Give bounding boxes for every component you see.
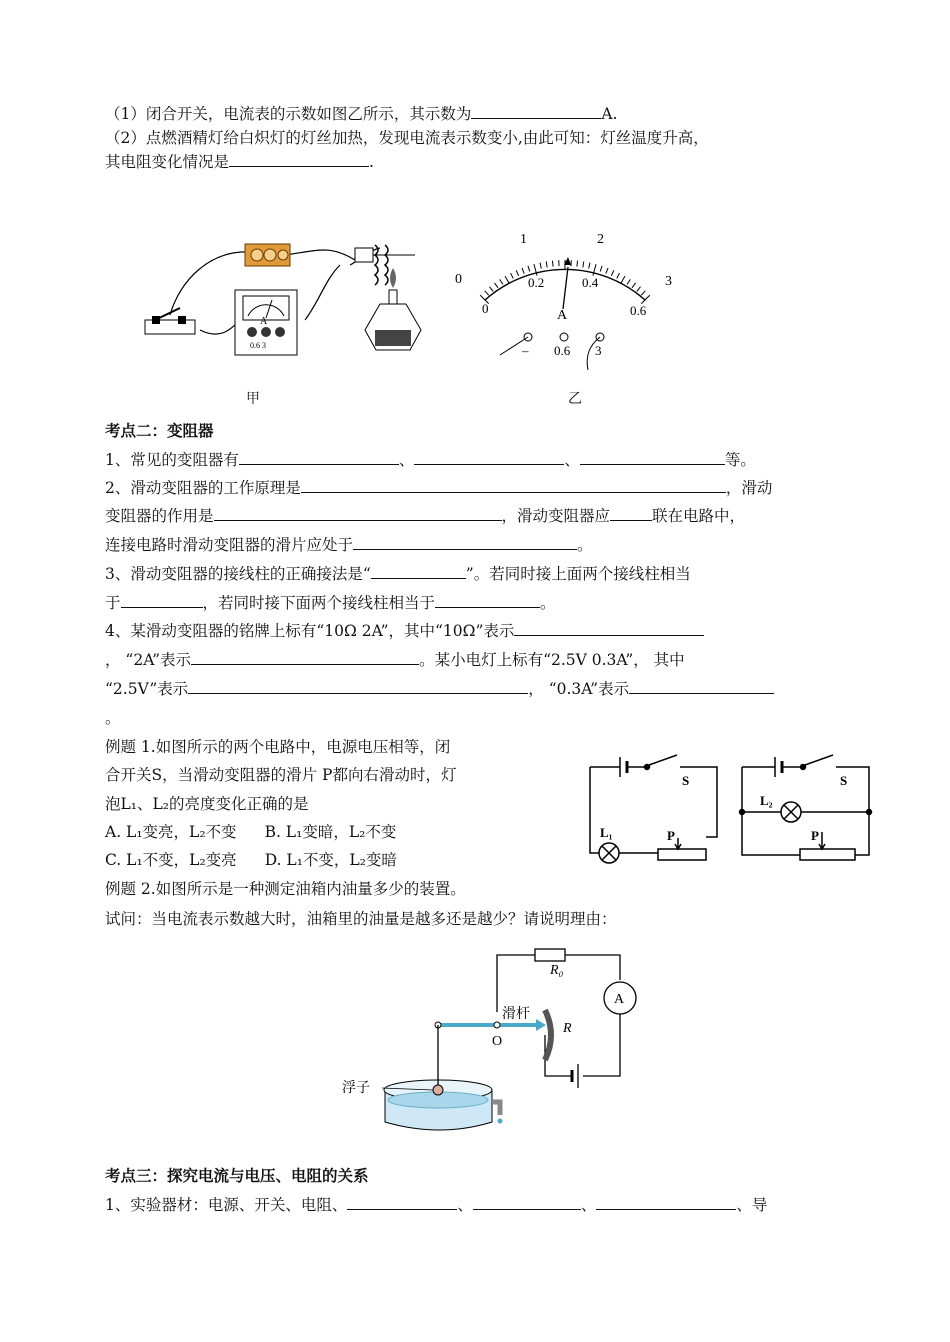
answer-blank[interactable] [188, 679, 528, 694]
switch-icon [145, 308, 195, 334]
answer-blank[interactable] [414, 450, 564, 465]
dial-tick [552, 261, 553, 267]
dial-tick [627, 279, 630, 284]
label-ammeter: A [614, 992, 625, 1007]
bottom-tick-2: 0.4 [582, 275, 599, 290]
top-tick-2: 2 [597, 232, 604, 247]
bottom-tick-1: 0.2 [528, 275, 545, 290]
s2-line3a: 3、滑动变阻器的接线柱的正确接法是“ ”。若同时接上面两个接线柱相当 [105, 565, 691, 583]
ex1-line2: 合开关S，当滑动变阻器的滑片 P都向右滑动时，灯 [105, 766, 457, 784]
label-p2: P [811, 828, 819, 843]
q1-line3: 其电阻变化情况是 . [105, 153, 374, 171]
answer-blank[interactable] [239, 450, 399, 465]
dial-tick [485, 291, 489, 295]
oil-gauge-figure [340, 940, 650, 1140]
caption-left: 甲 [246, 391, 260, 407]
terminal-label-3: 3 [595, 343, 602, 358]
terminal-label-06: 0.6 [554, 343, 571, 358]
dial-tick [516, 270, 518, 275]
circuit-1 [590, 755, 717, 863]
answer-blank[interactable] [514, 621, 704, 636]
dial-tick [505, 276, 510, 284]
dial-tick [494, 283, 498, 288]
answer-blank[interactable] [301, 478, 726, 493]
dial-tick [606, 268, 608, 274]
bottom-tick-0: 0 [482, 301, 489, 316]
meter-needle [563, 267, 568, 309]
bottom-tick-3: 0.6 [630, 303, 647, 318]
label-r0: R₀ [550, 963, 564, 978]
s2-line4c: “2.5V”表示 ， “0.3A”表示 [105, 679, 774, 699]
s2-line2b: 变阻器的作用是 ，滑动变阻器应 联在电路中， [105, 507, 746, 525]
answer-blank[interactable] [610, 506, 652, 521]
ex1-line3: 泡L₁、L₂的亮度变化正确的是 [105, 795, 309, 813]
ex1-options-cd [105, 850, 397, 870]
label-rod: 滑杆 [502, 1007, 530, 1022]
filament-coil-icon [355, 245, 415, 285]
caption-right: 乙 [568, 391, 582, 407]
terminal-06 [560, 333, 568, 341]
dial-tick [489, 287, 493, 292]
answer-blank[interactable] [191, 650, 419, 665]
top-tick-0: 0 [455, 272, 462, 287]
ammeter-dial-figure [450, 225, 690, 365]
q1-line2: （2）点燃酒精灯给白炽灯的灯丝加热，发现电流表示数变小,由此可知：灯丝温度升高， [105, 129, 709, 147]
answer-blank[interactable] [214, 506, 502, 521]
label-p1: P [667, 828, 675, 843]
answer-blank[interactable] [473, 1195, 581, 1210]
dial-tick [577, 261, 578, 267]
terminal-label-neg: – [522, 343, 529, 358]
meter-unit: A [557, 308, 568, 323]
dial-tick [589, 263, 590, 269]
dial-tick [617, 273, 620, 278]
s2-line3b: 于 ，若同时接下面两个接线柱相当于 。 [105, 594, 556, 612]
s2-line2c: 连接电路时滑动变阻器的滑片应处于 。 [105, 536, 593, 554]
top-tick-3: 3 [665, 274, 672, 289]
label-l2: L₂ [760, 793, 773, 808]
dial-tick [621, 276, 626, 284]
option-c[interactable]: C. L₁不变，L₂变亮 [105, 851, 237, 869]
s2-line4b: ， “2A”表示 。某小电灯上标有“2.5V 0.3A”， 其中 [105, 651, 685, 669]
label-s1: S [682, 773, 690, 788]
dial-tick [511, 273, 514, 278]
ammeter-scale-label: 0.6 3 [250, 341, 266, 350]
answer-blank[interactable] [121, 593, 203, 608]
answer-blank[interactable] [580, 450, 725, 465]
resistor-r0 [535, 949, 565, 961]
label-l1: L₁ [600, 825, 613, 840]
dial-tick [528, 266, 530, 272]
ammeter-label: A [260, 316, 268, 327]
label-float: 浮子 [342, 1081, 370, 1096]
label-pivot: O [492, 1034, 503, 1049]
label-s2: S [840, 773, 848, 788]
bulb-holder-icon [245, 244, 290, 266]
dial-tick [522, 268, 524, 274]
q1-line1: （1）闭合开关，电流表的示数如图乙所示，其示数为 A. [105, 105, 618, 123]
s2-line2a: 2、滑动变阻器的工作原理是 ，滑动 [105, 479, 773, 497]
dial-tick [641, 291, 645, 295]
dial-tick [611, 270, 613, 275]
dial-tick [583, 261, 584, 267]
answer-blank[interactable] [229, 152, 369, 167]
dial-tick [600, 266, 602, 272]
section2-title: 考点二：变阻器 [105, 422, 214, 440]
dial-tick [632, 283, 636, 288]
answer-blank[interactable] [471, 104, 601, 119]
example1-circuits [585, 745, 885, 870]
dial-tick [540, 263, 541, 269]
answer-blank[interactable] [596, 1195, 736, 1210]
s2-line4a: 4、某滑动变阻器的铭牌上标有“10Ω 2A”，其中“10Ω”表示 [105, 621, 704, 641]
option-a[interactable]: A. L₁变亮，L₂不变 [105, 823, 237, 841]
ex1-options-ab [105, 822, 396, 842]
oil-tank-icon [384, 1025, 503, 1130]
label-r: R [563, 1021, 572, 1036]
section3-title: 考点三：探究电流与电压、电阻的关系 [105, 1167, 369, 1185]
dial-tick [546, 261, 547, 267]
variable-resistor-r [545, 1010, 551, 1060]
answer-blank[interactable] [435, 593, 540, 608]
ex2-line1: 例题 2.如图所示是一种测定油箱内油量多少的装置。 [105, 880, 466, 898]
ex1-line1: 例题 1.如图所示的两个电路中，电源电压相等，闭 [105, 738, 451, 756]
answer-blank[interactable] [353, 535, 577, 550]
dial-tick [637, 287, 641, 292]
option-d[interactable]: D. L₁不变，L₂变暗 [264, 851, 397, 869]
s2-line1: 1、常见的变阻器有 、 、 等。 [105, 451, 756, 469]
answer-blank[interactable] [347, 1195, 457, 1210]
ex2-line2: 试问：当电流表示数越大时，油箱里的油量是越多还是越少？请说明理由： [105, 910, 617, 928]
answer-blank[interactable] [629, 679, 774, 694]
ammeter-icon [235, 290, 297, 355]
answer-blank[interactable] [371, 564, 466, 579]
circuit-figure-jia [140, 220, 440, 370]
s2-line4d: 。 [105, 709, 121, 727]
alcohol-lamp-icon [365, 268, 421, 350]
top-tick-1: 1 [520, 232, 527, 247]
dial-tick [500, 279, 503, 284]
option-b[interactable]: B. L₁变暗，L₂不变 [264, 823, 397, 841]
s3-line1: 1、实验器材：电源、开关、电阻、 、 、 、导 [105, 1196, 768, 1214]
